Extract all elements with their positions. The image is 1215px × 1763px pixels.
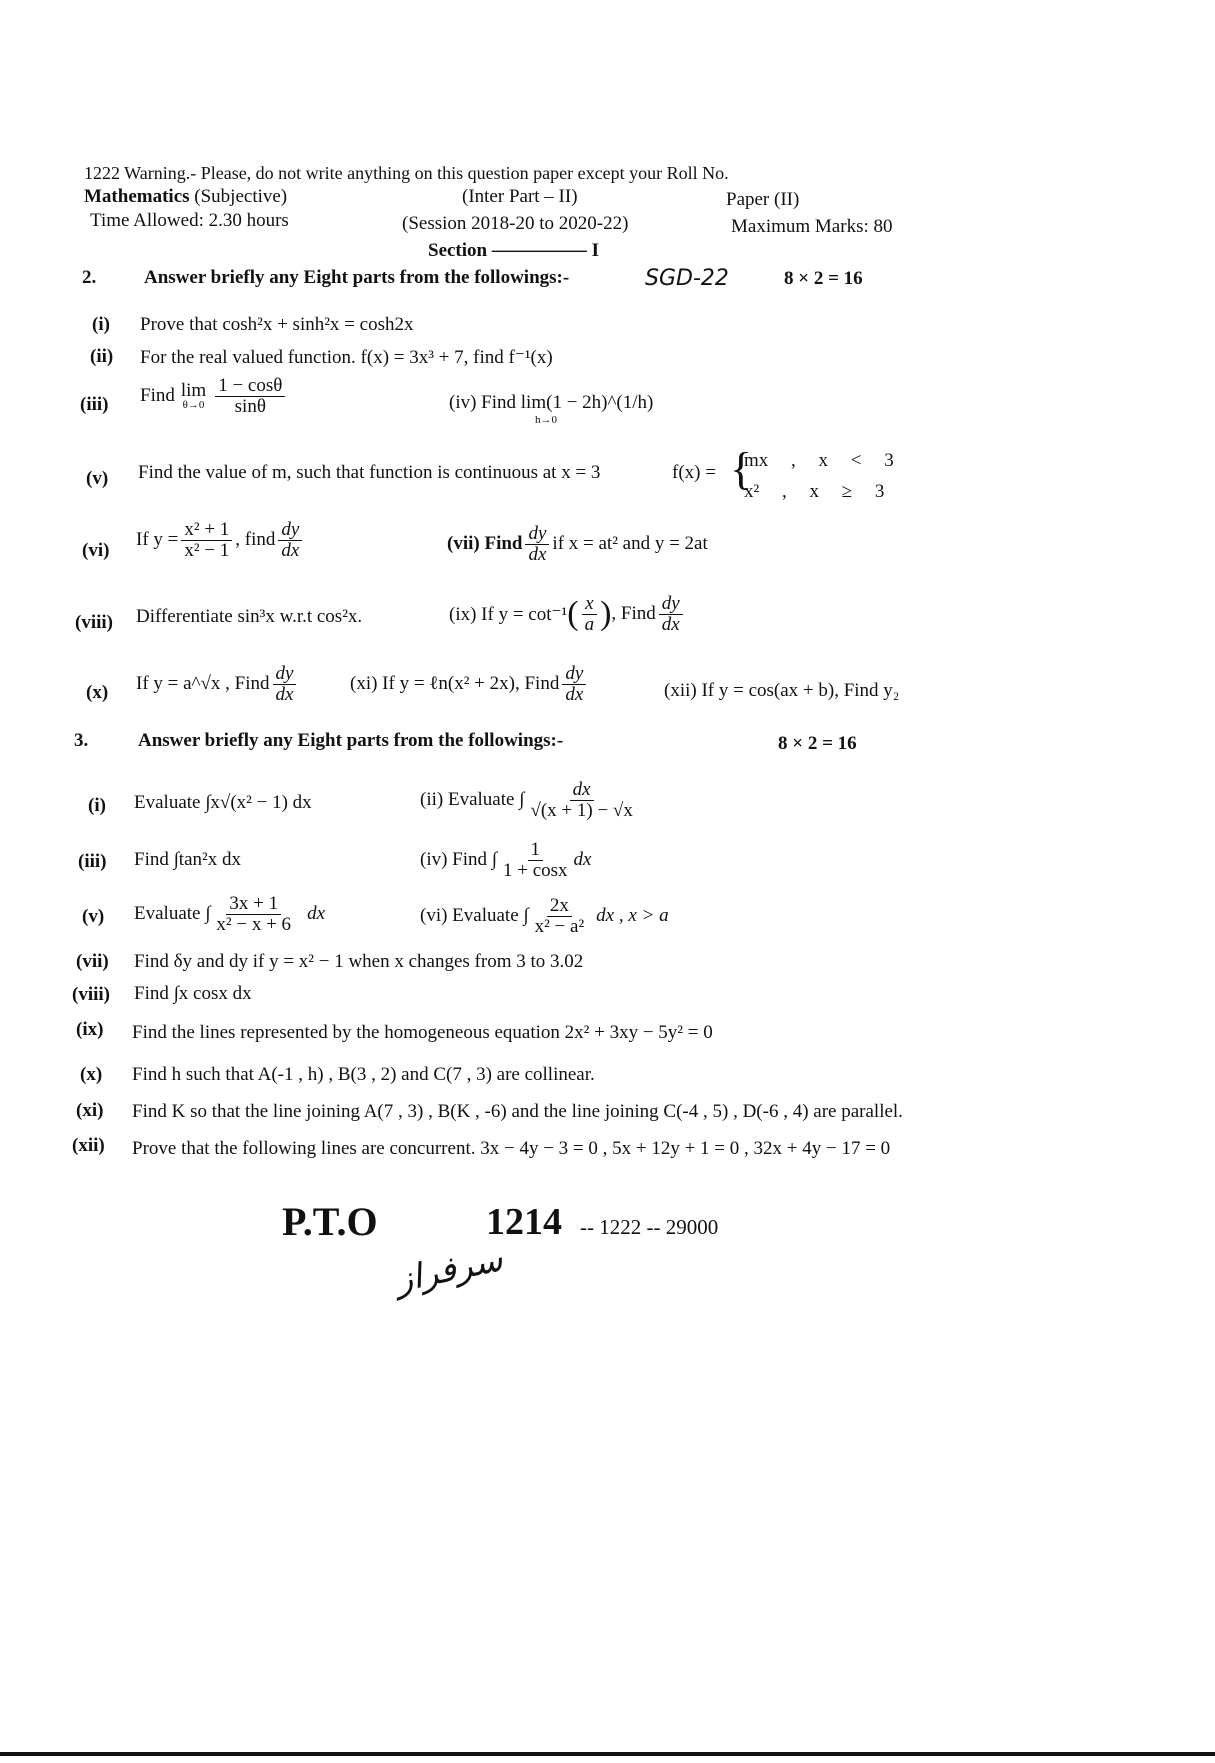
q2-x-if: If y = a^√x , Find [136,673,270,695]
q2-ix-x: x [582,594,596,615]
q3-v-denominator: x² − x + 6 [216,913,292,935]
q2-ii-label: (ii) [90,346,114,367]
q3-ii-numerator: dx [570,780,594,801]
q3-ii-evaluate: (ii) Evaluate ∫ [420,789,525,811]
q2-ii-text: For the real valued function. f(x) = 3x³ + 7, find f⁻¹(x) [140,347,553,368]
q3-vi-condition: dx , x > a [596,905,669,927]
q3-x-label: (x) [80,1064,103,1085]
q2-v-text: Find the value of m, such that function is continuous at x = 3 [138,462,601,483]
q2-x-dy: dy [273,664,297,685]
q2-vii-dy: dy [525,524,549,545]
q2-iii-text [140,376,288,417]
q2-number: 2. [82,267,97,288]
q3-ix-label: (ix) [76,1019,104,1040]
q2-viii-text: Differentiate sin³x w.r.t cos²x. [136,606,363,627]
q3-iv-denominator: 1 + cosx [502,859,568,881]
q2-xi-dy: dy [562,664,586,685]
q3-xii-label: (xii) [72,1135,105,1156]
q3-iii-text: Find ∫tan²x dx [134,849,241,870]
q3-vii-label: (vii) [76,951,109,972]
q2-vi-dy: dy [278,520,302,541]
q3-vi-text [420,896,669,937]
q3-marks: 8 × 2 = 16 [778,733,857,754]
q2-xi-dx: dx [565,683,584,705]
q2-v-fx: f(x) = [672,462,716,483]
q3-iii-label: (iii) [78,851,107,872]
q2-vi-denominator: x² − 1 [184,539,230,561]
subject-type: (Subjective) [189,186,288,207]
q2-i-label: (i) [92,314,110,335]
q2-vi-if: If y = [136,529,179,551]
q2-i-text: Prove that cosh²x + sinh²x = cosh2x [140,314,414,335]
q3-v-numerator: 3x + 1 [226,894,281,915]
q3-title: Answer briefly any Eight parts from the followings:- [138,730,564,751]
q2-vi-numerator: x² + 1 [181,520,232,541]
q3-xi-text: Find K so that the line joining A(7 , 3) , B(K , -6) and the line joining C(-4 , 5) , D(-6 , 4) are parallel. [132,1101,903,1122]
q2-vi-label: (vi) [82,540,110,561]
q2-v-case2: x² , x ≥ 3 [744,481,885,502]
handwritten-signature: سرفراز [392,1239,507,1301]
q3-viii-label: (viii) [72,984,110,1005]
q2-ix-if: (ix) If y = cot⁻¹ [449,603,568,625]
time-allowed: Time Allowed: 2.30 hours [90,210,289,231]
q3-vi-denominator: x² − a² [534,915,585,937]
q3-number: 3. [74,730,89,751]
q2-vi-text [136,520,305,561]
q2-iii-find: Find [140,385,175,407]
q3-v-text [134,894,325,935]
q2-iii-lim: lim [180,380,207,402]
q2-ix-dx: dx [661,613,680,635]
q3-vi-numerator: 2x [547,896,572,917]
q2-vi-dx: dx [281,539,300,561]
section-title: Section ————— I [428,240,599,261]
q3-x-text: Find h such that A(-1 , h) , B(3 , 2) and C(7 , 3) are collinear. [132,1064,595,1085]
q2-iii-numerator: 1 − cosθ [215,376,285,397]
q2-iii-label: (iii) [80,394,109,415]
q2-handwritten-note: SGD-22 [645,266,729,291]
q2-x-label: (x) [86,682,109,703]
q2-ix-text: (ix) If y = cot⁻¹ ( $\frac{x}{a}$ ) , Find $\frac{dy}{dx}$ [449,594,686,635]
q2-iii-lim-sub: θ→0 [182,399,205,412]
q2-v-case1: mx , x < 3 [744,450,894,471]
inter-part: (Inter Part – II) [462,186,578,207]
q2-v-brace: { [730,443,753,494]
q3-iv-text [420,840,591,881]
q2-v-label: (v) [86,468,109,489]
q3-v-evaluate: Evaluate ∫ [134,903,211,925]
q2-iv-lim-sub: h→0 [535,414,557,426]
q3-viii-text: Find ∫x cosx dx [134,983,252,1004]
q3-vii-text: Find δy and dy if y = x² − 1 when x changes from 3 to 3.02 [134,951,584,972]
q2-x-text [136,664,299,705]
q2-iii-denominator: sinθ [234,395,266,417]
pto-label: P.T.O [282,1199,378,1244]
q3-iv-find: (iv) Find ∫ [420,849,497,871]
paper-code: 1214 [486,1201,562,1243]
q2-xii-text: (xii) If y = cos(ax + b), Find y₂ [664,680,900,701]
q2-vii-text [447,524,708,565]
q3-xi-label: (xi) [76,1100,104,1121]
q3-xii-text: Prove that the following lines are concurrent. 3x − 4y − 3 = 0 , 5x + 12y + 1 = 0 , 32x + 4y − 17 = 0 [132,1138,891,1159]
q3-ix-text: Find the lines represented by the homogeneous equation 2x² + 3xy − 5y² = 0 [132,1022,713,1043]
q2-iv-text: (iv) Find lim(1 − 2h)^(1/h) [449,392,654,413]
bottom-border [0,1752,1215,1756]
q3-v-label: (v) [82,906,105,927]
q3-iv-numerator: 1 [528,840,544,861]
q3-i-text: Evaluate ∫x√(x² − 1) dx [134,792,312,813]
warning-line: 1222 Warning.- Please, do not write anything on this question paper except your Roll No. [84,163,729,183]
q3-ii-text [420,780,639,821]
q2-x-dx: dx [275,683,294,705]
paper-code-rest: -- 1222 -- 29000 [580,1215,719,1239]
q3-i-label: (i) [88,795,106,816]
q2-marks: 8 × 2 = 16 [784,268,863,289]
q3-v-dx: dx [307,903,325,925]
q3-vi-evaluate: (vi) Evaluate ∫ [420,905,529,927]
paper-number: Paper (II) [726,189,800,210]
q2-vi-find: , find [235,529,276,551]
q2-viii-label: (viii) [75,612,113,633]
maximum-marks: Maximum Marks: 80 [731,216,893,237]
q2-vii-find: (vii) Find [447,533,523,555]
q3-ii-denominator: √(x + 1) − √x [530,799,633,821]
subject-name: Mathematics [84,186,190,207]
q2-xi-if: (xi) If y = ℓn(x² + 2x), Find [350,673,560,695]
q2-title: Answer briefly any Eight parts from the followings:- [144,267,570,288]
q3-iv-dx: dx [573,849,592,871]
q2-ix-dy: dy [659,594,683,615]
q2-vii-condition: if x = at² and y = 2at [552,533,708,555]
q2-ix-find: , Find [611,603,656,625]
q2-vii-dx: dx [528,543,547,565]
q2-ix-a: a [584,613,595,635]
session: (Session 2018-20 to 2020-22) [402,213,629,234]
subject [84,186,287,208]
q2-xi-text [350,664,589,705]
